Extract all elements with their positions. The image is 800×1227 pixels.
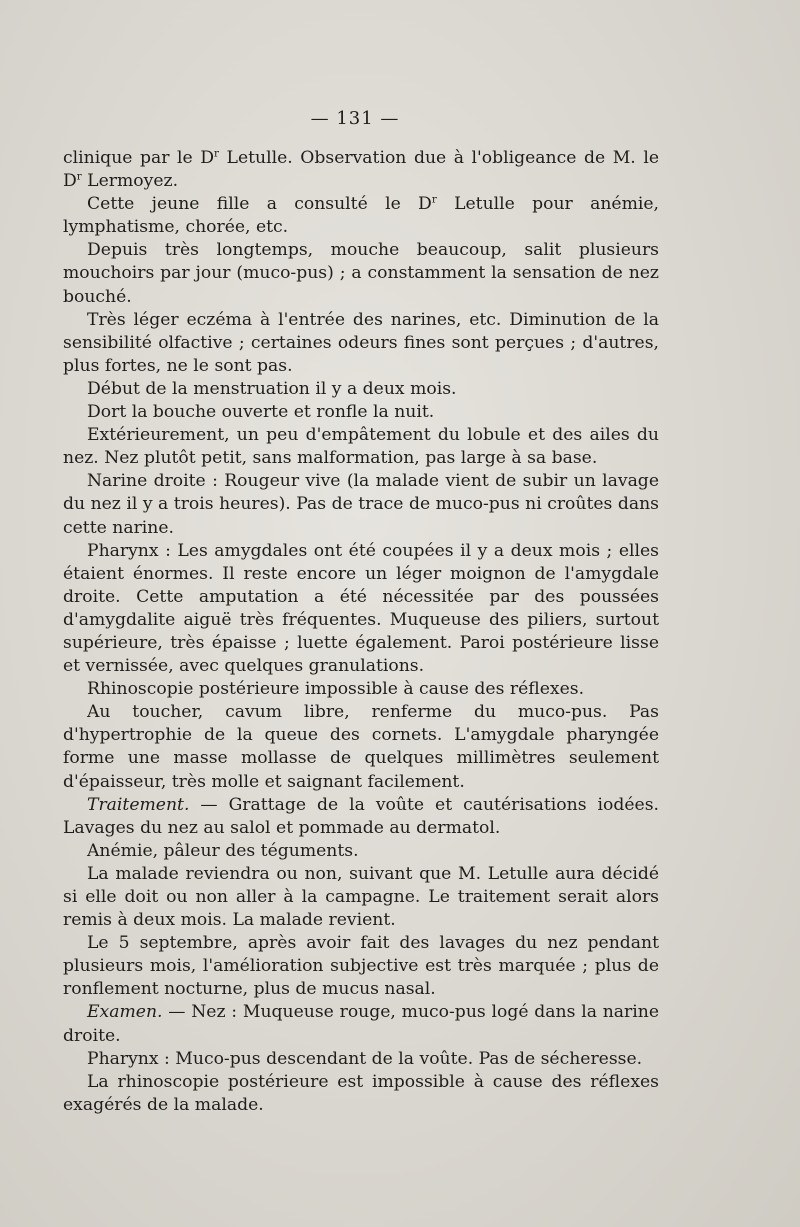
paragraph-1: clinique par le $D^r$ Letulle. Observation due à l'obligeance de M. le $D^r$ Lermoyez.: [63, 147, 660, 192]
paragraph-16: Examen. — Nez : Muqueuse rouge, muco-pus logé dans la narine droite.: [63, 1002, 659, 1046]
paragraph-18: La rhinoscopie postérieure est impossible à cause des réflexes exagérés de la malade.: [63, 1071, 659, 1115]
traitement-label: Traitement.: [87, 794, 190, 815]
paragraph-3: Depuis très longtemps, mouche beaucoup, salit plusieurs mouchoirs par jour (muco-pus) ; a constamment la sensation de nez bouché.: [63, 240, 659, 307]
paragraph-7: Extérieurement, un peu d'empâtement du lobule et des ailes du nez. Nez plutôt petit, sans malformation, pas large à sa base.: [63, 425, 659, 469]
paragraph-6: Dort la bouche ouverte et ronfle la nuit.: [87, 402, 435, 423]
paragraph-10: Rhinoscopie postérieure impossible à cause des réflexes.: [87, 679, 585, 700]
paragraph-12: Traitement. — Grattage de la voûte et cautérisations iodées. Lavages du nez au salol et pommade au dermatol.: [63, 794, 659, 838]
paragraph-11: Au toucher, cavum libre, renferme du muco-pus. Pas d'hypertrophie de la queue des cornets. L'amygdale pharyngée forme une masse mollasse de quelques millimètres seulement d'épaisseur, très molle et saignant facilement.: [63, 702, 659, 792]
paragraph-17: Pharynx : Muco-pus descendant de la voûte. Pas de sécheresse.: [87, 1048, 643, 1069]
paragraph-8: Narine droite : Rougeur vive (la malade vient de subir un lavage du nez il y a trois heures). Pas de trace de muco-pus ni croûtes dans cette narine.: [63, 471, 659, 538]
paragraph-2: Cette jeune fille a consulté le $D^r$ Letulle pour anémie, lymphatisme, chorée, etc.: [63, 193, 660, 238]
paragraph-14: La malade reviendra ou non, suivant que M. Letulle aura décidé si elle doit ou non aller à la campagne. Le traitement serait alors remis à deux mois. La malade revient.: [63, 863, 659, 931]
paragraph-9: Pharynx : Les amygdales ont été coupées il y a deux mois ; elles étaient énormes. Il reste encore un léger moignon de l'amygdale droite. Cette amputation a été nécessitée par des poussées d'amygdalite aiguë très fréquentes. Muqueuse des piliers, surtout supérieure, très épaisse ; luette également. Paroi postérieure lisse et vernissée, avec quelques granulations.: [63, 540, 659, 677]
body-text: [63, 147, 659, 1117]
paragraph-5: Début de la menstruation il y a deux mois.: [87, 378, 457, 399]
paragraph-13: Anémie, pâleur des téguments.: [87, 840, 359, 861]
paragraph-15: Le 5 septembre, après avoir fait des lavages du nez pendant plusieurs mois, l'amélioration subjective est très marquée ; plus de ronflement nocturne, plus de mucus nasal.: [63, 933, 659, 1000]
paragraph-4: Très léger eczéma à l'entrée des narines, etc. Diminution de la sensibilité olfactive ; certaines odeurs fines sont perçues ; d'autres, plus fortes, ne le sont pas.: [63, 309, 659, 376]
page-number: — 131 —: [310, 108, 400, 129]
examen-label: Examen.: [87, 1002, 163, 1023]
